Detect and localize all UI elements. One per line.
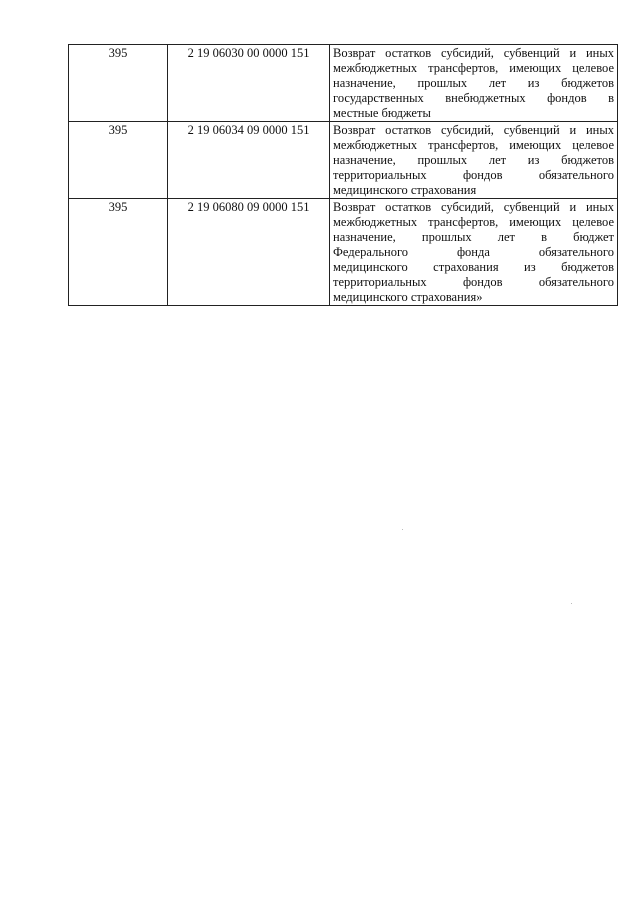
- table-row: [69, 199, 618, 306]
- scan-speck: [402, 529, 403, 530]
- income-name-line: медицинского страхования: [333, 183, 477, 197]
- income-name-line: назначение, прошлых лет из бюджетов: [333, 153, 614, 167]
- admin-code-cell: 395: [69, 199, 168, 306]
- kbk-code-cell: 2 19 06030 00 0000 151: [168, 45, 330, 122]
- income-name-cell: [330, 199, 618, 306]
- income-name-line: территориальных фондов обязательного: [333, 275, 614, 289]
- table-row: [69, 122, 618, 199]
- kbk-code-cell: 2 19 06034 09 0000 151: [168, 122, 330, 199]
- income-name-line: межбюджетных трансфертов, имеющих целевое: [333, 215, 614, 229]
- income-name-line: Возврат остатков субсидий, субвенций и иных: [333, 200, 614, 214]
- income-name-line: государственных внебюджетных фондов в: [333, 91, 614, 105]
- table-row: [69, 45, 618, 122]
- income-name-line: Возврат остатков субсидий, субвенций и иных: [333, 46, 614, 60]
- income-name-cell: [330, 45, 618, 122]
- income-name-line: медицинского страхования»: [333, 290, 483, 304]
- income-name-line: территориальных фондов обязательного: [333, 168, 614, 182]
- income-name-line: назначение, прошлых лет из бюджетов: [333, 76, 614, 90]
- admin-code-cell: 395: [69, 122, 168, 199]
- income-name-line: межбюджетных трансфертов, имеющих целевое: [333, 61, 614, 75]
- income-name-line: межбюджетных трансфертов, имеющих целевое: [333, 138, 614, 152]
- income-name-line: медицинского страхования из бюджетов: [333, 260, 614, 274]
- budget-codes-table: [68, 44, 618, 306]
- kbk-code-cell: 2 19 06080 09 0000 151: [168, 199, 330, 306]
- income-name-line: Федерального фонда обязательного: [333, 245, 614, 259]
- income-name-cell: [330, 122, 618, 199]
- income-name-line: назначение, прошлых лет в бюджет: [333, 230, 614, 244]
- admin-code-cell: 395: [69, 45, 168, 122]
- income-name-line: Возврат остатков субсидий, субвенций и иных: [333, 123, 614, 137]
- income-name-line: местные бюджеты: [333, 106, 431, 120]
- scan-speck: [571, 603, 572, 604]
